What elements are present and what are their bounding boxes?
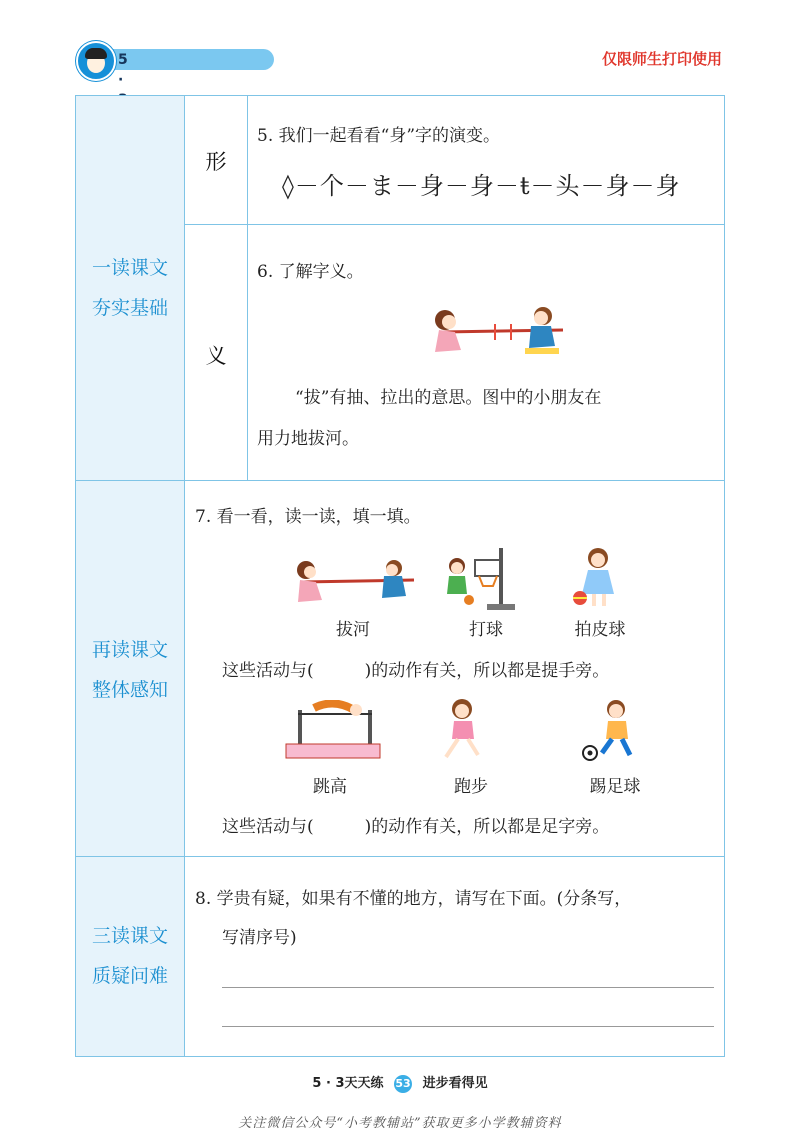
section-1-label-line2: 夯实基础 [91,297,168,319]
question-8-line1: 8. 学贵有疑，如果有不懂的地方，请写在下面。(分条写， [195,889,632,909]
footer-right: 进步看得见 [422,1076,488,1091]
question-5: 5. 我们一起看看“身”字的演变。 [257,126,501,146]
basketball-picture [443,546,523,612]
section-2-side [76,480,185,856]
running-picture [432,697,492,763]
subcell-divider [247,96,248,480]
section-3-side [76,856,185,1056]
caption-high-jump: 跳高 [313,777,347,797]
kicking-football-picture [578,697,638,763]
caption-basketball: 打球 [469,620,503,640]
row2-fill-sentence: 这些活动与( )的动作有关，所以都是足字旁。 [222,817,610,837]
row1-fill-sentence: 这些活动与( )的动作有关，所以都是提手旁。 [222,661,610,681]
mascot-logo-icon [76,41,116,81]
section-3-label-line2: 质疑问难 [91,965,168,987]
print-restriction-notice: 仅限师生打印使用 [601,50,722,68]
footer-left: 5 · 3天天练 [312,1076,384,1091]
meaning-paragraph-line2: 用力地拔河。 [257,429,359,449]
section-divider [76,856,724,857]
section-2-label-line1: 再读课文 [91,639,168,661]
section-divider [76,480,724,481]
shape-label: 形 [205,150,227,174]
question-6: 6. 了解字义。 [257,262,364,282]
page-number: 53 [394,1075,412,1093]
meaning-label: 义 [205,344,227,368]
caption-bounce-ball: 拍皮球 [574,620,626,640]
page-footer [0,1072,800,1093]
brand-title: 5 · [118,52,128,88]
meaning-paragraph-line1: “拔”有抽、拉出的意思。图中的小朋友在 [295,388,602,408]
section-1-label-line1: 一读课文 [91,257,168,279]
section-3-label-line1: 三读课文 [91,925,168,947]
section-2-label-line2: 整体感知 [91,679,168,701]
row-divider [185,224,724,225]
answer-line-2[interactable] [222,1026,714,1027]
question-8-line2: 写清序号) [222,928,297,948]
caption-running: 跑步 [454,777,488,797]
bouncing-ball-picture [568,546,628,612]
promo-notice: 关注微信公众号“小考教辅站”获取更多小学教辅资料 [238,1116,562,1131]
question-7: 7. 看一看，读一读，填一填。 [195,507,421,527]
high-jump-picture [284,700,384,762]
tug-of-war-illustration [425,302,575,362]
tug-of-war-picture [290,556,420,608]
caption-kick-football: 踢足球 [589,777,641,797]
answer-line-1[interactable] [222,987,714,988]
section-1-side [76,96,185,480]
caption-tug-of-war: 拔河 [336,620,370,640]
character-evolution: ◊－个－ま－身－身－ŧ－头－身－身 [282,172,681,200]
